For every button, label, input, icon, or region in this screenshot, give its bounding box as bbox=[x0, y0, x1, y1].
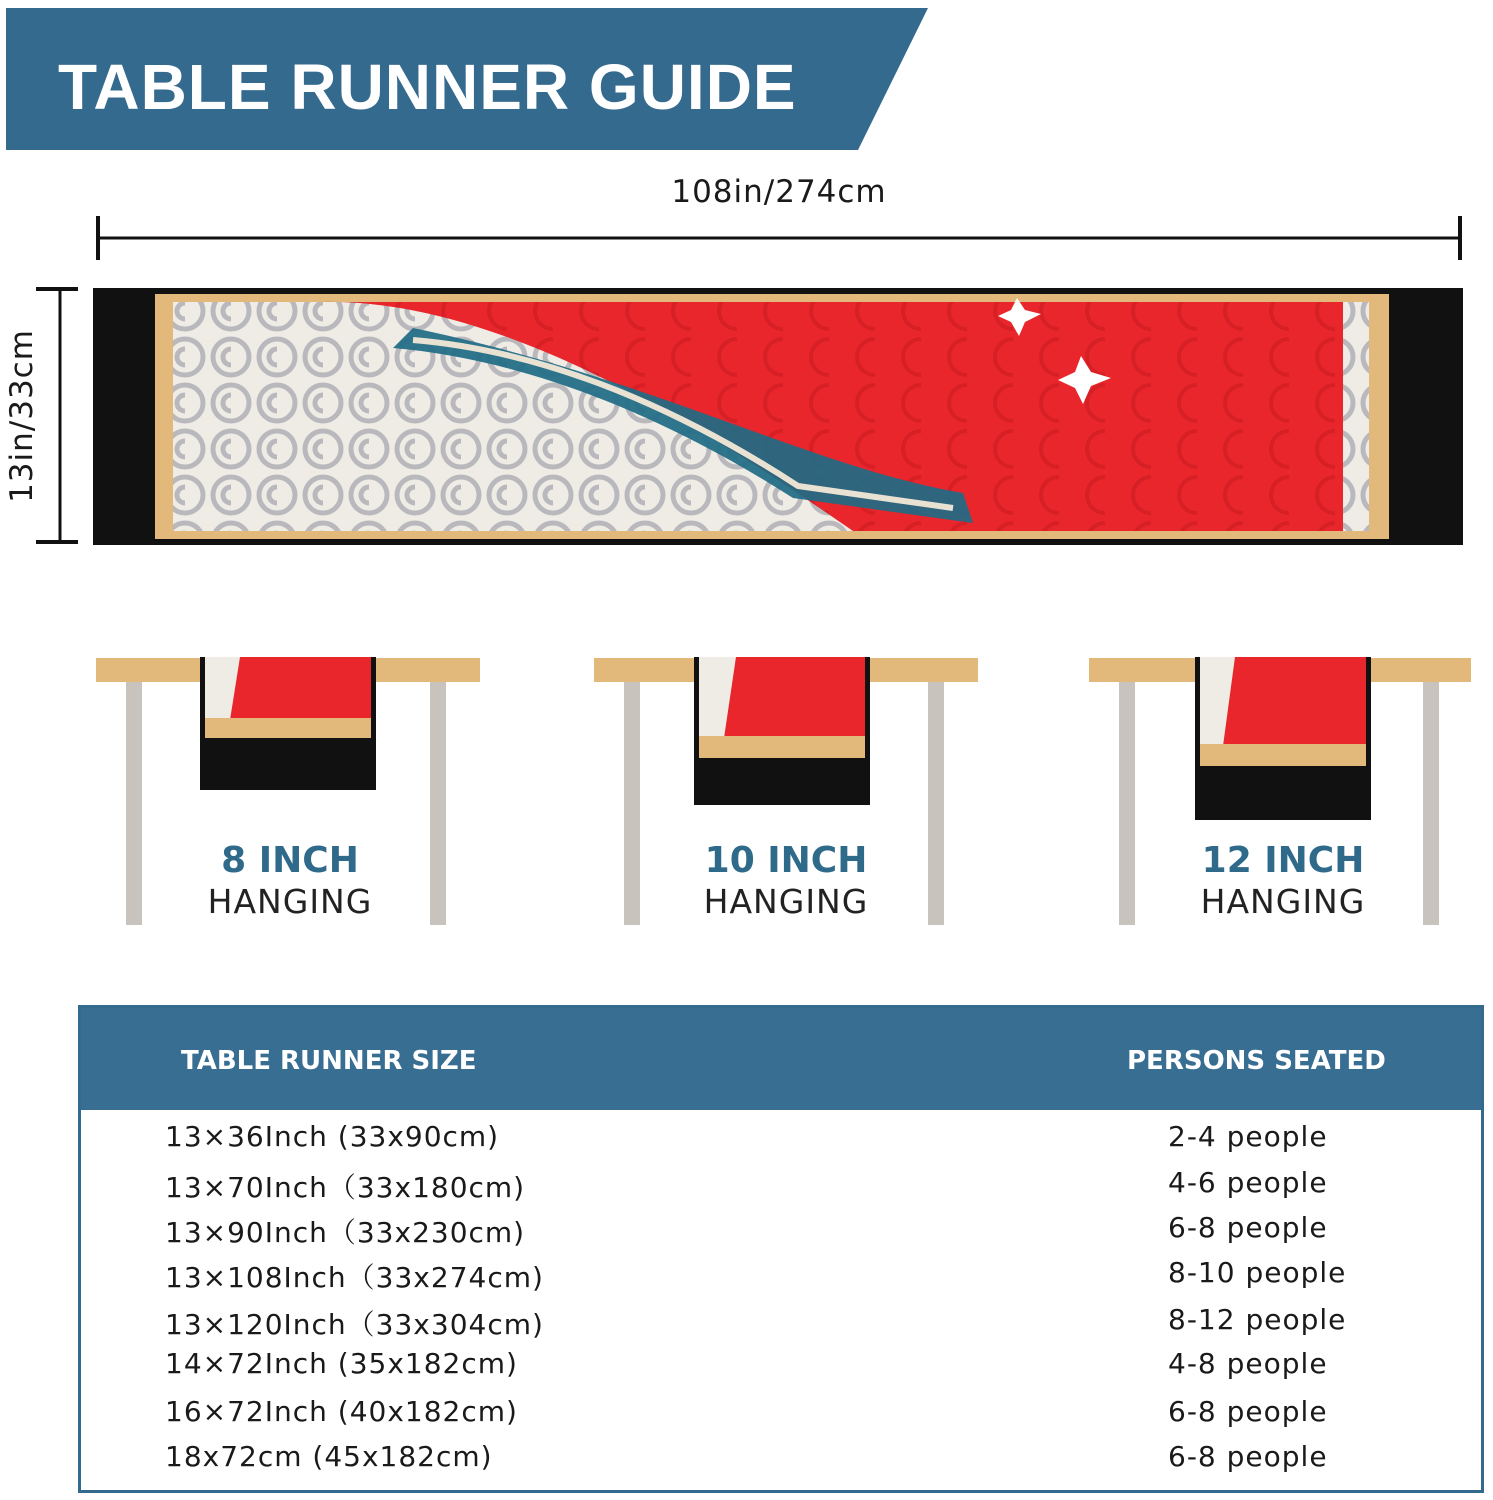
hanging-label: HANGING bbox=[703, 882, 869, 921]
persons-cell: 8-12 people bbox=[1168, 1303, 1347, 1336]
width-label: 13in/33cm bbox=[4, 329, 40, 503]
title-banner bbox=[6, 8, 928, 150]
length-dimension bbox=[95, 174, 1463, 264]
persons-cell: 4-6 people bbox=[1168, 1166, 1328, 1199]
table-header bbox=[81, 1008, 1481, 1110]
table-row bbox=[81, 1347, 1481, 1387]
size-cell: 14×72Inch (35x182cm) bbox=[165, 1347, 518, 1380]
size-cell: 13×90Inch（33x230cm) bbox=[165, 1216, 526, 1249]
persons-cell: 6-8 people bbox=[1168, 1211, 1328, 1244]
hanging-12-inch bbox=[1083, 600, 1483, 930]
size-table bbox=[78, 1005, 1484, 1493]
persons-cell: 4-8 people bbox=[1168, 1347, 1328, 1380]
table-row bbox=[81, 1211, 1481, 1251]
header-persons: PERSONS SEATED bbox=[1127, 1046, 1386, 1076]
table-row bbox=[81, 1395, 1481, 1435]
size-cell: 13×36Inch (33x90cm) bbox=[165, 1120, 500, 1153]
table-row bbox=[81, 1303, 1481, 1343]
table-row bbox=[81, 1166, 1481, 1206]
hanging-value: 10 INCH bbox=[704, 840, 868, 881]
page-title: TABLE RUNNER GUIDE bbox=[58, 51, 797, 123]
size-cell: 13×70Inch（33x180cm) bbox=[165, 1171, 526, 1204]
length-label: 108in/274cm bbox=[671, 174, 887, 210]
size-cell: 13×120Inch（33x304cm) bbox=[165, 1308, 544, 1341]
table-row bbox=[81, 1256, 1481, 1296]
table-row bbox=[81, 1120, 1481, 1160]
persons-cell: 6-8 people bbox=[1168, 1395, 1328, 1428]
hanging-8-inch bbox=[90, 600, 490, 930]
hanging-label: HANGING bbox=[1200, 882, 1366, 921]
length-arrow bbox=[95, 174, 1463, 264]
size-cell: 16×72Inch (40x182cm) bbox=[165, 1395, 518, 1428]
size-cell: 18x72cm (45x182cm) bbox=[165, 1440, 493, 1473]
hanging-10-inch bbox=[586, 600, 986, 930]
table-row bbox=[81, 1440, 1481, 1480]
hanging-label: HANGING bbox=[207, 882, 373, 921]
persons-cell: 8-10 people bbox=[1168, 1256, 1347, 1289]
table-runner-image bbox=[93, 288, 1463, 545]
persons-cell: 2-4 people bbox=[1168, 1120, 1328, 1153]
hanging-value: 8 INCH bbox=[221, 840, 359, 881]
runner-artwork bbox=[93, 288, 1463, 545]
width-dimension bbox=[0, 285, 85, 547]
header-size: TABLE RUNNER SIZE bbox=[181, 1046, 477, 1076]
size-cell: 13×108Inch（33x274cm) bbox=[165, 1261, 544, 1294]
persons-cell: 6-8 people bbox=[1168, 1440, 1328, 1473]
hanging-value: 12 INCH bbox=[1201, 840, 1365, 881]
